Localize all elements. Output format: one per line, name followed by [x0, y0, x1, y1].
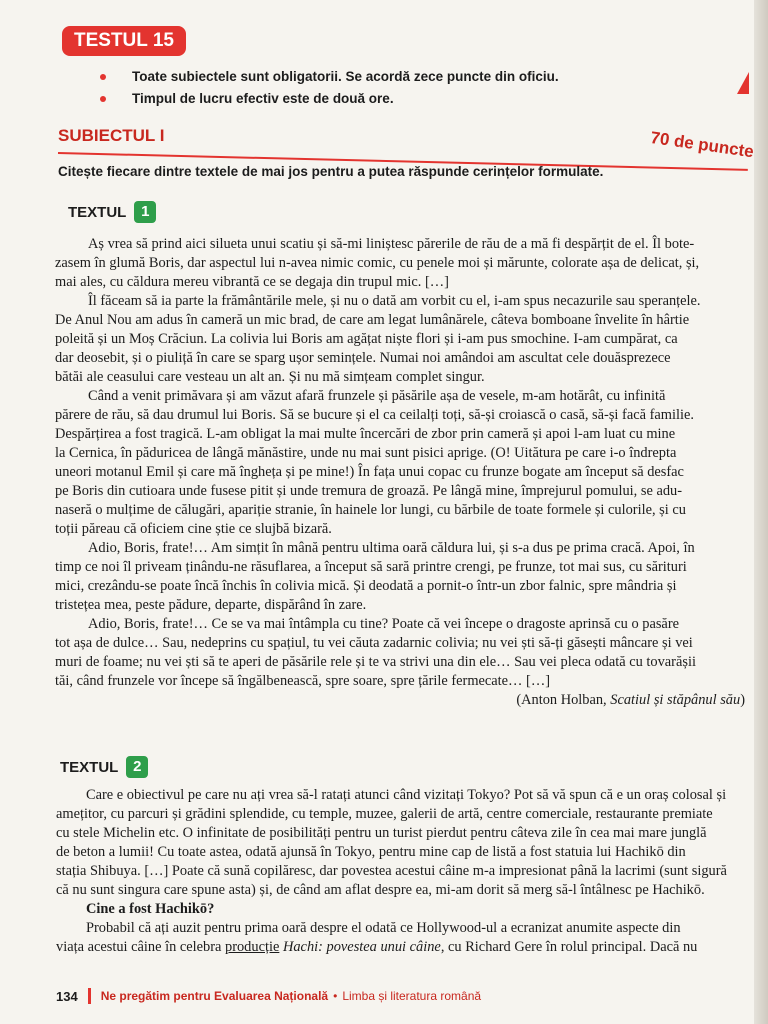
footer-divider	[88, 988, 91, 1004]
text1-line: muri de foame; nu vei ști să te aperi de păsările rele și te va strivi una din ele… Sau vei pleca odată cu tovarășii	[55, 654, 696, 670]
text1-line: Despărțirea a fost tragică. L-am obligat la mai multe încercări de zbor prin cameră și apoi l-am luat cu mine	[55, 426, 676, 442]
text2-line: Probabil că ați auzit pentru prima oară despre el odată ce Hollywood-ul a ecranizat anumite aspecte din	[86, 920, 681, 936]
text1-line: uneori motanul Emil și care mă îngheța și pe mine!) În fața unui copac cu frunze bogate am început să desfac	[55, 464, 684, 480]
text1-number-badge: 1	[134, 201, 156, 223]
text2-line-part: , cu Richard Gere în rolul principal. Dacă nu	[440, 939, 698, 955]
text1-line: bătăi ale ceasului care vesteau un alt an. Și nu mă simțeam complet singur.	[55, 369, 485, 385]
text1-line: tot așa de dulce… Sau, nedeprins cu spațiul, tu vei căuta zadarnic colivia; nu vei ști să-ți găsești mâncare și vei	[55, 635, 693, 651]
footer-separator: •	[333, 989, 338, 1003]
source-end: )	[740, 692, 745, 708]
text2-line: cu stele Michelin etc. O infinitate de posibilități pentru un turist pierdut pentru câteva zile în cea mai mare junglă	[56, 825, 707, 841]
source-title: Scatiul și stăpânul său	[610, 692, 741, 708]
text1-source	[55, 691, 755, 710]
task-instruction: Citește fiecare dintre textele de mai jos pentru a putea răspunde cerințelor formulate.	[58, 164, 604, 179]
text2-heading	[60, 756, 148, 778]
text1-heading	[68, 201, 156, 223]
text1-line: tristețea mea, peste pădure, departe, dispărând în zare.	[55, 597, 367, 613]
book-subject: Limba și literatura română	[342, 989, 482, 1003]
text1-line: Când a venit primăvara și am văzut afară frunzele și păsările așa de vesele, m-am hotărât, cu infinită	[88, 388, 666, 404]
text1-line: tăi, când frunzele vor începe să îngălbenească, spre soare, spre țările fermecate… […]	[55, 673, 551, 689]
text2-line: stația Shibuya. […] Poate că sună copilăresc, dar povestea acestui câine m-a impresionat până la lacrimi (sunt sigură	[56, 863, 727, 879]
text1-line: mai ales, cu căldura mereu vibrantă ce se degaja din trupul mic. […]	[55, 274, 449, 290]
page-footer	[56, 988, 481, 1004]
text2-line: Care e obiectivul pe care nu ați vrea să-l ratați atunci când vizitați Tokyo? Pot să vă spun că e un oraș colosal și	[86, 787, 727, 803]
film-title: Hachi: povestea unui câine	[282, 939, 441, 955]
text1-line: părere de rău, să dau drumul lui Boris. Să se bucure și el ca ceilalți toți, să-și croiască o casă, să-și facă familie.	[55, 407, 694, 423]
subject-points: 70 de puncte	[649, 128, 755, 162]
text1-line: naseră o mulțime de călugări, apariție stranie, în hainele lor lungi, cu bărbile de toate formele și culorile, și cu	[55, 502, 686, 518]
source-author: (Anton Holban,	[516, 692, 611, 708]
text2-number-badge: 2	[126, 756, 148, 778]
text1-line: la Cernica, în păduricea de lângă mănăstire, unde nu mai sunt pisici aprige. (O! Uitătura pe care i-o îndrepta	[55, 445, 677, 461]
text2-line: că nu sunt singura care spune asta) și, de când am aflat despre ea, mi-am dorit să merg să-l întâlnesc pe Hachikō.	[56, 882, 705, 898]
text1-line: toții păreau că oficiem cine știe ce slujbă bizară.	[55, 521, 332, 537]
corner-triangle-icon	[737, 72, 749, 94]
instructions-list	[100, 66, 559, 110]
test-label: TESTUL 15	[62, 26, 186, 56]
text2-body	[56, 786, 761, 957]
text1-line: timp ce noi îl priveam ținându-ne răsuflarea, a început să sară printre crengi, pe frunze, tot mai sus, cu sărituri	[55, 559, 687, 575]
text1-line: poleită și un Moș Crăciun. La colivia lui Boris am agățat niște flori și i-am pus smochine. I-am cumpărat, ca	[55, 331, 678, 347]
page-number: 134	[56, 988, 78, 1004]
text1-line: Îl făceam să ia parte la frământările mele, și nu o dată am vorbit cu el, i-am spus necazurile sau speranțele.	[88, 293, 701, 309]
subject-title: SUBIECTUL I	[58, 126, 165, 145]
text2-line: de beton a lumii! Cu toate astea, odată ajunsă în Tokyo, pentru mine cap de listă a fost statuia lui Hachikō din	[56, 844, 686, 860]
production-link: producție	[225, 939, 280, 955]
text1-line: mici, crezându-se poate încă închis în colivia mică. Și deodată a pornit-o într-un zbor falnic, spre mândria și	[55, 578, 677, 594]
instruction-item: Toate subiectele sunt obligatorii. Se acordă zece puncte din oficiu.	[100, 66, 559, 88]
text1-line: dar deosebit, și o piuliță în care se sparg ușor semințele. Numai noi amândoi am ascultat cele douăsprezece	[55, 350, 671, 366]
instruction-item: Timpul de lucru efectiv este de două ore.	[100, 88, 559, 110]
text1-line: Aș vrea să prind aici silueta unui scatiu și să-mi liniștesc părerile de rău de a mă fi despărțit de el. Îl bote-	[88, 236, 695, 252]
text1-line: Adio, Boris, frate!… Ce se va mai întâmpla cu tine? Poate că vei începe o dragoste aprinsă cu o pasăre	[88, 616, 679, 632]
text1-line: De Anul Nou am adus în cameră un mic brad, de care am legat lumânărele, câteva bomboane învelite în hârtie	[55, 312, 690, 328]
text1-line: Adio, Boris, frate!… Am simțit în mână pentru ultima oară căldura lui, și s-a dus pe prima cracă. Apoi, în	[88, 540, 695, 556]
text1-label: TEXTUL	[68, 203, 127, 221]
text2-line: amețitor, cu parcuri și grădini splendide, cu temple, muzee, galerii de artă, centre comerciale, restaurante premiate	[56, 806, 713, 822]
text2-label: TEXTUL	[60, 758, 119, 776]
book-title: Ne pregătim pentru Evaluarea Națională	[100, 989, 329, 1003]
text1-line: pe Boris din cutioara unde fusese pitit și unde tremura de groază. Pe lângă mine, împrejurul pomului, se adu-	[55, 483, 683, 499]
text1-line: zasem în glumă Boris, dar aspectul lui n-avea nimic comic, cu penele moi și mărunte, colorate așa de delicat, și,	[55, 255, 700, 271]
text2-line-part: viața acestui câine în celebra	[56, 939, 225, 955]
text1-body	[55, 235, 755, 710]
text2-line	[56, 938, 761, 957]
text2-subheading: Cine a fost Hachikō?	[86, 901, 215, 917]
